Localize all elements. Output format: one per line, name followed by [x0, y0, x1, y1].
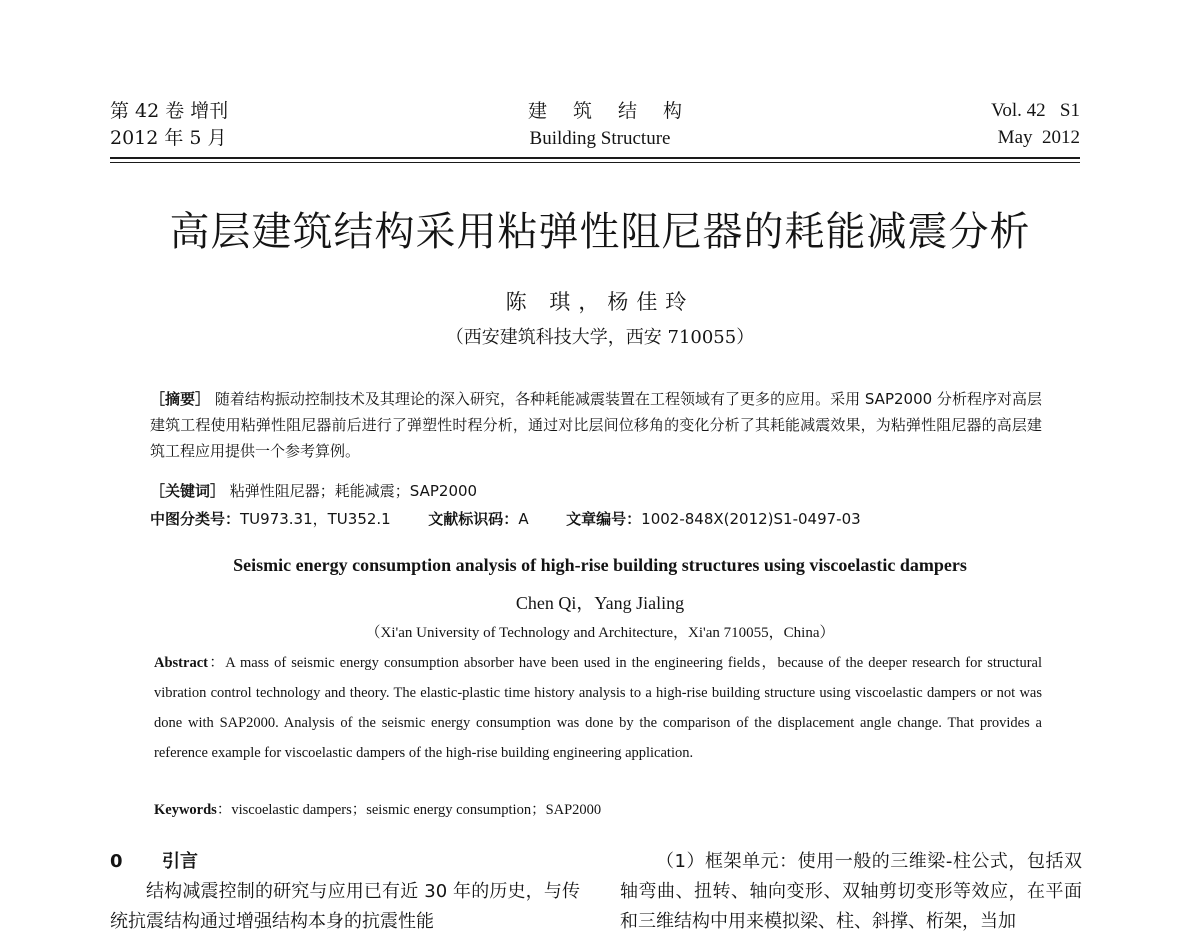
abstract-en-label: Abstract [154, 655, 208, 671]
journal-name-cn: 建 筑 结 构 [527, 100, 693, 122]
abstract-cn-text: 随着结构振动控制技术及其理论的深入研究，各种耗能减震装置在工程领域有了更多的应用。采用 SAP2000 分析程序对高层建筑工程使用粘弹性阻尼器前后进行了弹塑性时程分析，通过对比层间位移角的变化分析了其耗能减震效果，为粘弹性阻尼器的高层建筑工程应用提供一个参考算例。 [150, 390, 1042, 460]
header-rule-bottom [110, 162, 1080, 163]
keywords-cn [150, 480, 477, 501]
clc-label: 中图分类号： [150, 510, 241, 528]
journal-date-cn: 2012 年 5 月 [110, 127, 227, 149]
abstract-cn-label: ［摘要］ [150, 390, 211, 408]
article-number-value: 1002-848X(2012)S1-0497-03 [641, 510, 861, 528]
section-number: 0 [110, 851, 123, 872]
header-rule-top [110, 157, 1080, 159]
journal-date-en: May 2012 [997, 127, 1080, 148]
body-paragraph-left: 结构减震控制的研究与应用已有近 30 年的历史，与传统抗震结构通过增强结构本身的抗震性能 [110, 881, 580, 932]
keywords-en-text: ：viscoelastic dampers；seismic energy consumption；SAP2000 [216, 802, 602, 818]
article-number-label: 文章编号： [566, 510, 642, 528]
keywords-en-label: Keywords [154, 802, 217, 818]
paper-affiliation: （西安建筑科技大学，西安 710055） [445, 327, 755, 348]
abstract-en-text: ：A mass of seismic energy consumption absorber have been used in the engineering fields，because of the deeper research for structural vibration control technology and theory. The elastic-plastic time history analysis to a high-rise building structure using viscoelastic dampers or not was done with SAP2000. Analysis of the seismic energy consumption was done by the comparison of the displacement angle change. That provides a reference example for viscoelastic dampers of the high-rise building engineering application. [154, 655, 1042, 761]
section-title: 引言 [162, 851, 198, 872]
classification-line [150, 508, 861, 529]
paper-title-en: Seismic energy consumption analysis of high-rise building structures using viscoelastic dampers [233, 555, 967, 575]
paper-authors: 陈 琪，杨佳玲 [505, 290, 695, 314]
abstract-en [154, 648, 1042, 768]
journal-volume-cn: 第 42 卷 增刊 [110, 100, 229, 122]
doc-code-value: A [518, 510, 529, 528]
journal-name-en: Building Structure [529, 128, 671, 149]
keywords-cn-label: ［关键词］ [150, 482, 226, 500]
journal-volume-en: Vol. 42 S1 [991, 100, 1080, 121]
paper-title: 高层建筑结构采用粘弹性阻尼器的耗能减震分析 [169, 209, 1031, 255]
doc-code-label: 文献标识码： [428, 510, 519, 528]
paper-affiliation-en: （Xi'an University of Technology and Architecture，Xi'an 710055，China） [365, 625, 835, 641]
keywords-en [154, 798, 601, 819]
section-heading [110, 847, 198, 877]
paper-authors-en: Chen Qi，Yang Jialing [515, 593, 685, 613]
body-paragraph-right: （1）框架单元：使用一般的三维梁-柱公式，包括双轴弯曲、扭转、轴向变形、双轴剪切变形等效应，在平面和三维结构中用来模拟梁、柱、斜撑、桁架，当加 [620, 851, 1082, 932]
keywords-cn-text: 粘弹性阻尼器；耗能减震；SAP2000 [229, 482, 478, 500]
clc-value: TU973.31，TU352.1 [240, 510, 391, 528]
abstract-cn [150, 386, 1042, 464]
